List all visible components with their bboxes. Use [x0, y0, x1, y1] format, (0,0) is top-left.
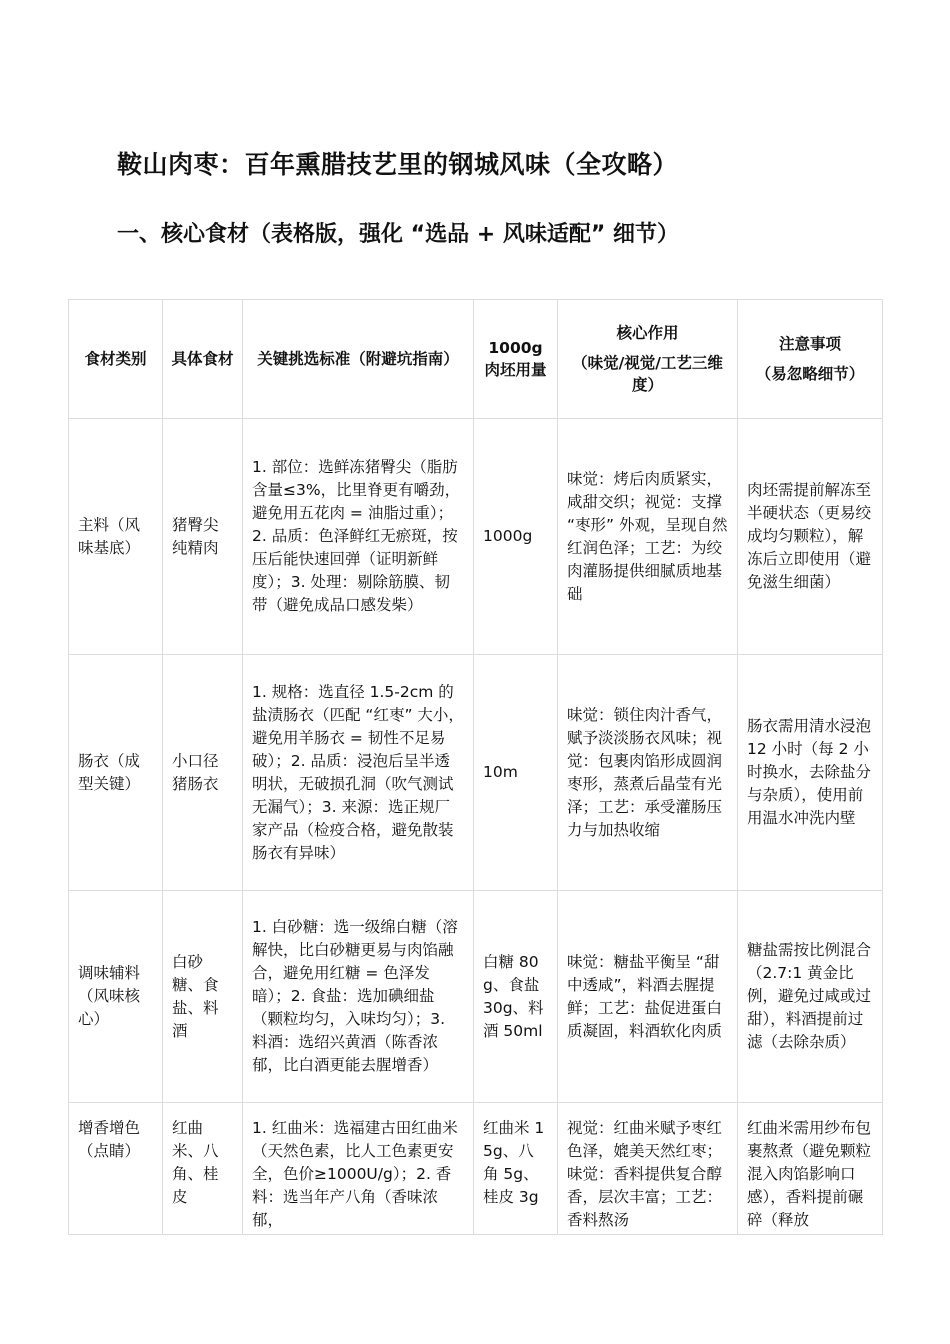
- cell-amount: 1000g: [474, 419, 558, 655]
- page-title: 鞍山肉枣：百年熏腊技艺里的钢城风味（全攻略）: [117, 150, 679, 179]
- cell-role: 味觉：锁住肉汁香气，赋予淡淡肠衣风味；视觉：包裹肉馅形成圆润枣形，蒸煮后晶莹有光泽；工艺：承受灌肠压力与加热收缩: [558, 655, 738, 891]
- cell-ingredient: 红曲米、八角、桂皮: [163, 1103, 243, 1235]
- cell-category: 肠衣（成型关键）: [69, 655, 163, 891]
- cell-ingredient: 猪臀尖纯精肉: [163, 419, 243, 655]
- cell-role: 视觉：红曲米赋予枣红色泽，媲美天然红枣；味觉：香料提供复合醇香，层次丰富；工艺：香料熬汤: [558, 1103, 738, 1235]
- cell-criteria: 1. 部位：选鲜冻猪臀尖（脂肪含量≤3%，比里脊更有嚼劲，避免用五花肉 = 油脂过重）；2. 品质：色泽鲜红无瘀斑，按压后能快速回弹（证明新鲜度）；3. 处理：剔除筋膜、韧带（避免成品口感发柴）: [243, 419, 474, 655]
- header-role-sub: （味觉/视觉/工艺三维度）: [572, 354, 723, 394]
- cell-ingredient: 小口径猪肠衣: [163, 655, 243, 891]
- cell-category: 增香增色（点睛）: [69, 1103, 163, 1235]
- cell-notes: 红曲米需用纱布包裹熬煮（避免颗粒混入肉馅影响口感），香料提前碾碎（释放: [738, 1103, 883, 1235]
- header-notes-sub: （易忽略细节）: [755, 365, 865, 383]
- table-row: [69, 891, 883, 1103]
- header-category: 食材类别: [69, 300, 163, 419]
- table-row: [69, 1103, 883, 1235]
- cell-amount: 红曲米 15g、八角 5g、桂皮 3g: [474, 1103, 558, 1235]
- cell-role: 味觉：糖盐平衡呈 “甜中透咸”，料酒去腥提鲜；工艺：盐促进蛋白质凝固，料酒软化肉质: [558, 891, 738, 1103]
- cell-criteria: 1. 白砂糖：选一级绵白糖（溶解快，比白砂糖更易与肉馅融合，避免用红糖 = 色泽发暗）；2. 食盐：选加碘细盐（颗粒均匀，入味均匀）；3. 料酒：选绍兴黄酒（陈香浓郁，比白酒更能去腥增香）: [243, 891, 474, 1103]
- cell-amount: 白糖 80g、食盐 30g、料酒 50ml: [474, 891, 558, 1103]
- table-header-row: [69, 300, 883, 419]
- cell-criteria: 1. 规格：选直径 1.5-2cm 的盐渍肠衣（匹配 “红枣” 大小，避免用羊肠衣 = 韧性不足易破）；2. 品质：浸泡后呈半透明状，无破损孔洞（吹气测试无漏气）；3. 来源：选正规厂家产品（检疫合格，避免散装肠衣有异味）: [243, 655, 474, 891]
- header-amount: 1000g 肉坯用量: [474, 300, 558, 419]
- header-role: [558, 300, 738, 419]
- cell-category: 调味辅料（风味核心）: [69, 891, 163, 1103]
- cell-amount: 10m: [474, 655, 558, 891]
- header-ingredient: 具体食材: [163, 300, 243, 419]
- cell-notes: 肠衣需用清水浸泡 12 小时（每 2 小时换水，去除盐分与杂质），使用前用温水冲洗内壁: [738, 655, 883, 891]
- cell-notes: 糖盐需按比例混合（2.7:1 黄金比例，避免过咸或过甜），料酒提前过滤（去除杂质）: [738, 891, 883, 1103]
- section-title: 一、核心食材（表格版，强化 “选品 + 风味适配” 细节）: [117, 222, 679, 247]
- table-row: [69, 419, 883, 655]
- header-criteria: 关键挑选标准（附避坑指南）: [243, 300, 474, 419]
- table-row: [69, 655, 883, 891]
- header-notes: [738, 300, 883, 419]
- header-notes-main: 注意事项: [778, 335, 841, 353]
- cell-criteria: 1. 红曲米：选福建古田红曲米（天然色素，比人工色素更安全，色价≥1000U/g）；2. 香料：选当年产八角（香味浓郁，: [243, 1103, 474, 1235]
- cell-notes: 肉坯需提前解冻至半硬状态（更易绞成均匀颗粒），解冻后立即使用（避免滋生细菌）: [738, 419, 883, 655]
- cell-category: 主料（风味基底）: [69, 419, 163, 655]
- cell-ingredient: 白砂糖、食盐、料酒: [163, 891, 243, 1103]
- cell-role: 味觉：烤后肉质紧实，咸甜交织；视觉：支撑 “枣形” 外观，呈现自然红润色泽；工艺：为绞肉灌肠提供细腻质地基础: [558, 419, 738, 655]
- ingredients-table: [68, 299, 883, 1235]
- header-role-main: 核心作用: [616, 324, 679, 342]
